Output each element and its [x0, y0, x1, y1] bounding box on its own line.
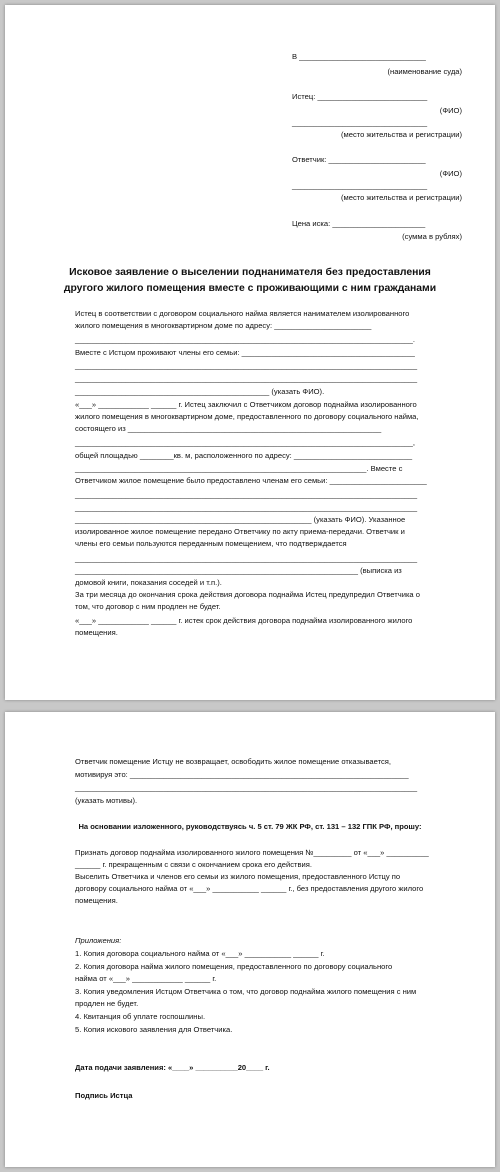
basis-heading: На основании изложенного, руководствуясь ч. 5 ст. 79 ЖК РФ, ст. 131 – 132 ГПК РФ, прошу: — [78, 822, 422, 831]
request-line: Признать договор поднайма изолированного жилого помещения №_________ от «___» __________ — [75, 848, 429, 857]
body-line: _________________________________________________________________________________ — [75, 503, 418, 512]
document-page-1 — [5, 5, 495, 700]
appendix-item: 3. Копия уведомления Истцом Ответчика о том, что договор поднайма жилого помещения с ним — [75, 987, 417, 996]
body-line: «___» ____________ ______ г. истек срок действия договора поднайма изолированного жилого — [75, 616, 413, 625]
body-line: Вместе с Истцом проживают члены его семьи: _________________________________________ — [75, 348, 415, 357]
body-line: (указать мотивы). — [75, 796, 138, 805]
court-line: В ______________________________ — [292, 52, 426, 61]
defendant-address-line: ________________________________ — [292, 181, 428, 190]
body-line: _________________________________________________________________________________ — [75, 490, 418, 499]
plaintiff-address-line: ________________________________ — [292, 118, 428, 127]
request-line: помещения. — [75, 896, 118, 905]
defendant-address-caption: (место жительства и регистрации) — [340, 193, 462, 202]
body-line: _________________________________________________________________________________ — [75, 783, 418, 792]
body-line: ________________________________________________________________________________. — [75, 335, 415, 344]
body-line: ________________________________________________________________________________, — [75, 438, 415, 447]
body-line: состоящего из ____________________________________________________________ — [75, 424, 382, 433]
document-title-line-2: другого жилого помещения вместе с проживающими с ним гражданами — [63, 283, 437, 294]
body-line: За три месяца до окончания срока действия договора поднайма Истец предупредил Ответчика о — [75, 590, 420, 599]
body-line: члены его семьи пользуются переданным помещением, что подтверждается — [75, 539, 347, 548]
filing-date: Дата подачи заявления: «____» __________20____ г. — [75, 1063, 270, 1072]
plaintiff-address-caption: (место жительства и регистрации) — [340, 130, 462, 139]
plaintiff-line: Истец: __________________________ — [292, 92, 428, 101]
body-line: том, что договор с ним продлен не будет. — [75, 602, 221, 611]
body-line: ______________________________________________ (указать ФИО). — [75, 387, 325, 396]
appendix-item: 1. Копия договора социального найма от «___» ___________ ______ г. — [75, 949, 325, 958]
plaintiff-signature: Подпись Истца — [75, 1091, 133, 1100]
body-line: мотивируя это: __________________________________________________________________ — [75, 770, 409, 779]
body-line: _________________________________________________________________________________ — [75, 554, 418, 563]
defendant-fio-caption: (ФИО) — [439, 169, 462, 178]
appendix-item: 5. Копия искового заявления для Ответчика. — [75, 1025, 233, 1034]
body-line: домовой книги, показания соседей и т.п.). — [75, 578, 222, 587]
document-page-2 — [5, 712, 495, 1167]
plaintiff-fio-caption: (ФИО) — [439, 106, 462, 115]
request-line: Выселить Ответчика и членов его семьи из жилого помещения, предоставленного Истцу по — [75, 872, 401, 881]
body-line: жилого помещения в многоквартирном доме по адресу: _______________________ — [75, 321, 372, 330]
body-line: изолированное жилое помещение передано Ответчику по акту приема-передачи. Ответчик и — [75, 527, 405, 536]
court-caption: (наименование суда) — [387, 67, 462, 76]
appendix-item: 4. Квитанция об уплате госпошлины. — [75, 1012, 206, 1021]
body-line: «___» ____________ ______ г. Истец заключил с Ответчиком договор поднайма изолированного — [75, 400, 417, 409]
body-line: Ответчиком жилое помещение было предоставлено членам его семьи: _______________________ — [75, 476, 427, 485]
appendix-item: найма от «___» ____________ ______ г. — [75, 974, 217, 983]
appendix-heading: Приложения: — [75, 936, 122, 945]
request-line: договору социального найма от «___» ___________ ______ г., без предоставления другого жилого — [75, 884, 424, 893]
claim-price-caption: (сумма в рублях) — [402, 232, 462, 241]
body-line: Ответчик помещение Истцу не возвращает, освободить жилое помещение отказывается, — [75, 757, 392, 766]
body-line: Истец в соответствии с договором социального найма является нанимателем изолированного — [75, 309, 410, 318]
body-line: помещения. — [75, 628, 118, 637]
body-line: _________________________________________________________________________________ — [75, 374, 418, 383]
defendant-line: Ответчик: _______________________ — [292, 155, 426, 164]
document-title-line-1: Исковое заявление о выселении поднанимателя без предоставления — [69, 267, 431, 278]
body-line: ________________________________________________________ (указать ФИО). Указанное — [75, 515, 406, 524]
body-line: жилого помещения в многоквартирном доме, предоставленного по договору социального найма, — [75, 412, 419, 421]
request-line: ______ г. прекращенным с связи с окончанием срока его действия. — [75, 860, 313, 869]
body-line: ___________________________________________________________________ (выписка из — [75, 566, 402, 575]
body-line: общей площадью ________кв. м, расположенного по адресу: ____________________________ — [75, 451, 413, 460]
appendix-item: 2. Копия договора найма жилого помещения, предоставленного по договору социального — [75, 962, 393, 971]
appendix-item: продлен не будет. — [75, 999, 139, 1008]
claim-price-line: Цена иска: ______________________ — [292, 219, 426, 228]
body-line: _____________________________________________________________________. Вместе с — [75, 464, 403, 473]
body-line: _________________________________________________________________________________ — [75, 361, 418, 370]
